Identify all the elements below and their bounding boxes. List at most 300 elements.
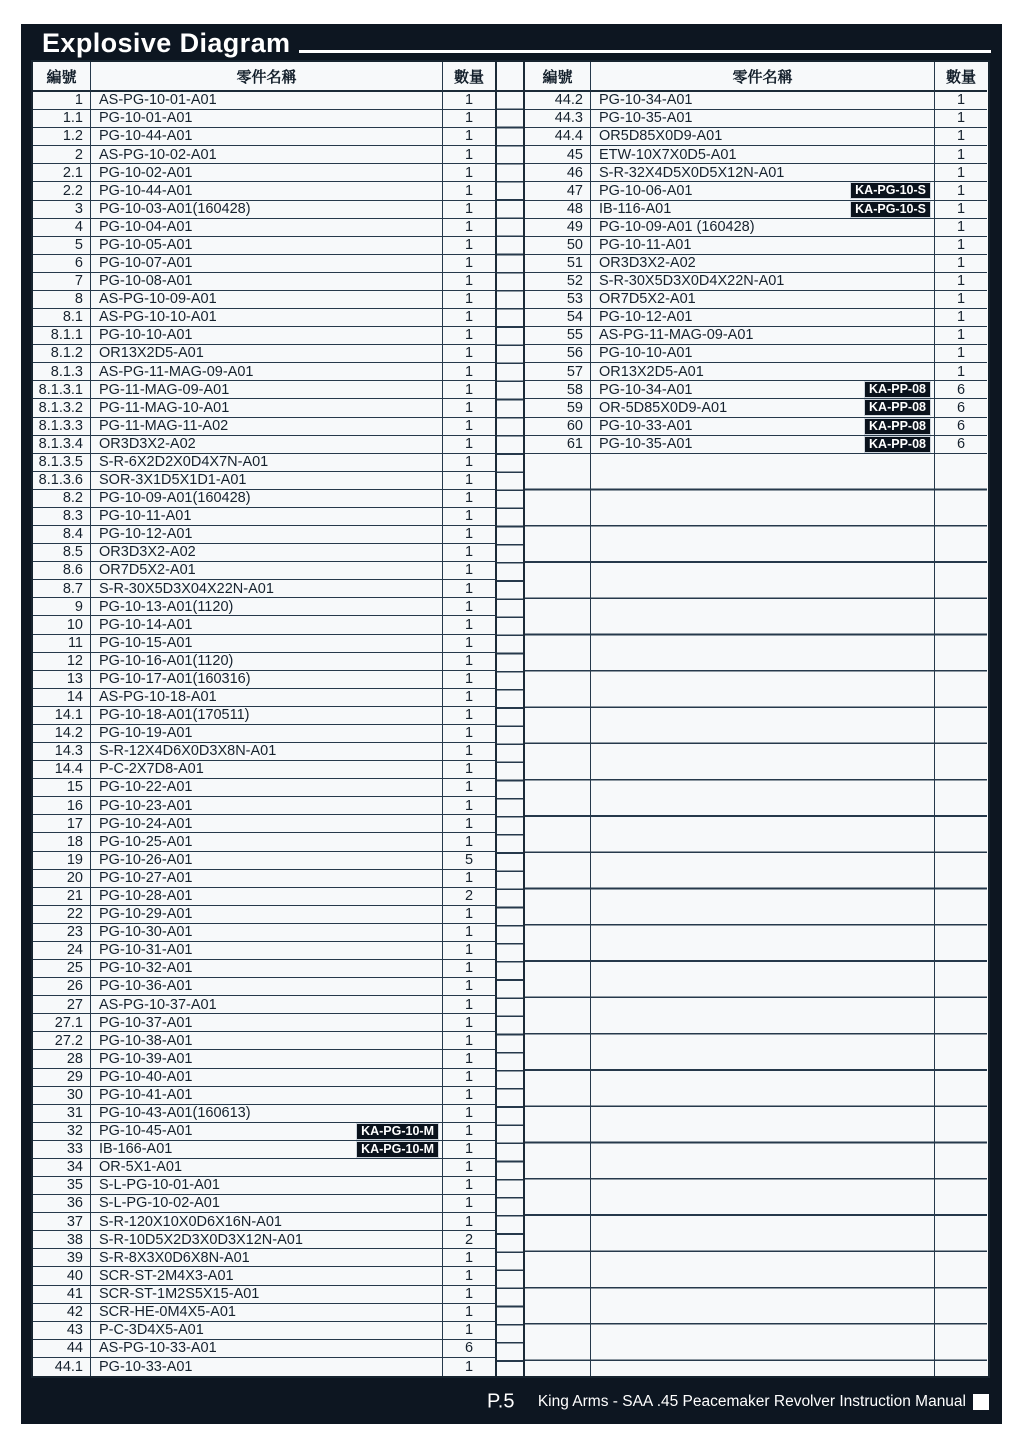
part-name: PG-10-22-A01 <box>99 779 193 796</box>
qty-cell: 1 <box>443 490 497 508</box>
row-number-cell: 8.6 <box>33 562 91 580</box>
part-name-cell <box>91 1358 443 1376</box>
part-name-cell <box>91 1231 443 1249</box>
qty-cell: 1 <box>443 436 497 454</box>
page-footer <box>21 1379 1002 1424</box>
part-name-cell <box>591 309 935 327</box>
qty-cell: 1 <box>443 1105 497 1123</box>
title-bar <box>21 24 1002 60</box>
row-number-cell: 27.1 <box>33 1014 91 1032</box>
row-number-cell: 27.2 <box>33 1032 91 1050</box>
part-name-cell <box>91 146 443 164</box>
part-name-cell <box>91 526 443 544</box>
part-name: PG-10-11-A01 <box>599 236 692 253</box>
part-name-cell <box>591 146 935 164</box>
part-name-cell <box>591 273 935 291</box>
part-name-cell <box>91 1014 443 1032</box>
part-name: PG-10-14-A01 <box>99 616 193 633</box>
part-name-cell <box>91 201 443 219</box>
qty-cell: 1 <box>935 201 987 219</box>
row-number-cell: 48 <box>525 201 591 219</box>
qty-cell: 1 <box>443 327 497 345</box>
part-name-cell <box>591 128 935 146</box>
part-name-cell <box>591 201 935 219</box>
part-name: PG-10-15-A01 <box>99 634 193 651</box>
part-name: S-R-32X4D5X0D5X12N-A01 <box>599 164 785 181</box>
part-name-cell <box>91 996 443 1014</box>
part-name: PG-10-39-A01 <box>99 1050 193 1067</box>
qty-cell: 2 <box>443 1231 497 1249</box>
row-number-cell: 35 <box>33 1177 91 1195</box>
part-name-cell <box>91 418 443 436</box>
part-name-cell <box>91 1069 443 1087</box>
right-header-qty: 數量 <box>935 62 987 92</box>
part-name-cell <box>91 1141 443 1159</box>
row-number-cell: 8.1.3 <box>33 363 91 381</box>
part-name: PG-10-09-A01(160428) <box>99 490 251 507</box>
row-number-cell: 26 <box>33 978 91 996</box>
qty-cell: 1 <box>935 255 987 273</box>
part-name: S-R-30X5D3X0D4X22N-A01 <box>599 273 785 290</box>
qty-cell: 1 <box>443 870 497 888</box>
qty-cell: 1 <box>443 164 497 182</box>
part-name-cell <box>591 182 935 200</box>
qty-cell: 1 <box>443 363 497 381</box>
row-number-cell: 23 <box>33 924 91 942</box>
part-name: PG-10-10-A01 <box>599 345 693 362</box>
part-name-cell <box>91 1213 443 1231</box>
left-header-part-name: 零件名稱 <box>91 62 443 92</box>
part-name-cell <box>91 1340 443 1358</box>
part-name-cell <box>91 797 443 815</box>
row-number-cell: 44 <box>33 1340 91 1358</box>
part-name-cell <box>91 906 443 924</box>
row-number-cell: 1 <box>33 92 91 110</box>
qty-cell: 1 <box>443 761 497 779</box>
qty-cell: 1 <box>443 1358 497 1376</box>
part-name-cell <box>91 616 443 634</box>
qty-cell: 1 <box>443 598 497 616</box>
qty-cell: 1 <box>443 797 497 815</box>
qty-cell: 1 <box>443 309 497 327</box>
part-kit-badge: KA-PP-08 <box>864 381 931 398</box>
row-number-cell: 8.1.2 <box>33 345 91 363</box>
qty-cell: 1 <box>935 273 987 291</box>
part-name-cell <box>91 164 443 182</box>
part-name-cell <box>91 110 443 128</box>
part-name: AS-PG-10-02-A01 <box>99 146 217 163</box>
qty-cell: 1 <box>935 164 987 182</box>
row-number-cell: 8.1.3.3 <box>33 418 91 436</box>
part-name-cell <box>91 345 443 363</box>
part-name: PG-10-35-A01 <box>599 435 693 452</box>
right-header-part-name: 零件名稱 <box>591 62 935 92</box>
part-name: PG-10-29-A01 <box>99 906 193 923</box>
row-number-cell: 39 <box>33 1249 91 1267</box>
qty-cell: 1 <box>443 815 497 833</box>
part-name-cell <box>91 454 443 472</box>
qty-cell: 1 <box>443 635 497 653</box>
part-name: PG-10-16-A01(1120) <box>99 652 234 669</box>
part-name: PG-10-11-A01 <box>99 508 192 525</box>
row-number-cell: 60 <box>525 418 591 436</box>
qty-cell: 1 <box>443 616 497 634</box>
row-number-cell: 44.3 <box>525 110 591 128</box>
part-name: P-C-2X7D8-A01 <box>99 761 204 778</box>
part-name-cell <box>91 1177 443 1195</box>
part-name: PG-10-45-A01 <box>99 1123 193 1140</box>
part-name: PG-10-18-A01(170511) <box>99 707 250 724</box>
row-number-cell: 32 <box>33 1123 91 1141</box>
part-kit-badge: KA-PG-10-M <box>356 1123 439 1140</box>
qty-cell: 1 <box>935 128 987 146</box>
qty-cell: 1 <box>443 1159 497 1177</box>
row-number-cell: 8.1.3.4 <box>33 436 91 454</box>
part-name-cell <box>91 1032 443 1050</box>
part-name: PG-10-13-A01(1120) <box>99 598 234 615</box>
part-name-cell <box>591 345 935 363</box>
part-name-cell <box>91 436 443 454</box>
row-number-cell: 41 <box>33 1286 91 1304</box>
part-name: AS-PG-10-09-A01 <box>99 291 217 308</box>
qty-cell: 1 <box>935 363 987 381</box>
part-name-cell <box>91 182 443 200</box>
qty-cell: 1 <box>443 526 497 544</box>
part-name: AS-PG-10-10-A01 <box>99 309 217 326</box>
part-name-cell <box>91 833 443 851</box>
part-name-cell <box>91 1159 443 1177</box>
qty-cell: 6 <box>935 399 987 417</box>
part-name-cell <box>91 779 443 797</box>
part-name: PG-10-35-A01 <box>599 110 693 127</box>
part-name: PG-10-12-A01 <box>99 526 193 543</box>
row-number-cell: 19 <box>33 852 91 870</box>
row-number-cell: 59 <box>525 399 591 417</box>
part-name: SOR-3X1D5X1D1-A01 <box>99 472 247 489</box>
qty-cell: 1 <box>443 743 497 761</box>
qty-cell: 1 <box>935 291 987 309</box>
qty-cell: 1 <box>935 110 987 128</box>
row-number-cell: 2 <box>33 146 91 164</box>
part-name-cell <box>91 852 443 870</box>
part-name: IB-116-A01 <box>599 200 672 217</box>
qty-cell: 1 <box>443 942 497 960</box>
row-number-cell: 8.1.3.1 <box>33 381 91 399</box>
part-name: PG-10-33-A01 <box>99 1358 193 1375</box>
row-number-cell: 8.1.1 <box>33 327 91 345</box>
row-number-cell: 40 <box>33 1267 91 1285</box>
qty-cell: 1 <box>443 689 497 707</box>
part-name: OR-5D85X0D9-A01 <box>599 399 728 416</box>
manual-title: King Arms - SAA .45 Peacemaker Revolver Instruction Manual <box>537 1392 966 1410</box>
row-number-cell: 8.1 <box>33 309 91 327</box>
part-name: S-R-8X3X0D6X8N-A01 <box>99 1249 250 1266</box>
part-name: PG-10-41-A01 <box>99 1086 193 1103</box>
part-name-cell <box>591 381 935 399</box>
row-number-cell: 14.2 <box>33 725 91 743</box>
part-name: PG-10-02-A01 <box>99 164 193 181</box>
part-kit-badge: KA-PG-10-S <box>850 201 931 218</box>
row-number-cell: 13 <box>33 671 91 689</box>
part-name-cell <box>91 1050 443 1068</box>
part-name-cell <box>91 870 443 888</box>
part-name: PG-10-23-A01 <box>99 797 193 814</box>
part-name-cell <box>91 1087 443 1105</box>
qty-cell: 1 <box>443 1069 497 1087</box>
right-table-empty-rows <box>935 454 987 1376</box>
row-number-cell: 20 <box>33 870 91 888</box>
part-name: OR5D85X0D9-A01 <box>599 128 723 145</box>
part-name-cell <box>91 1322 443 1340</box>
part-name-cell <box>91 815 443 833</box>
qty-cell: 1 <box>443 110 497 128</box>
title-underline <box>299 50 991 53</box>
row-number-cell: 55 <box>525 327 591 345</box>
part-name-cell <box>91 743 443 761</box>
row-number-cell: 51 <box>525 255 591 273</box>
part-name: PG-10-34-A01 <box>599 381 693 398</box>
part-name-cell <box>91 598 443 616</box>
part-name-cell <box>91 381 443 399</box>
qty-cell: 1 <box>443 580 497 598</box>
part-name-cell <box>91 363 443 381</box>
part-name: PG-10-30-A01 <box>99 924 193 941</box>
qty-cell: 1 <box>935 182 987 200</box>
part-name-cell <box>91 544 443 562</box>
part-name-cell <box>591 237 935 255</box>
qty-cell: 1 <box>443 345 497 363</box>
right-table-empty-rows <box>591 454 935 1376</box>
row-number-cell: 54 <box>525 309 591 327</box>
row-number-cell: 12 <box>33 653 91 671</box>
part-name: PG-11-MAG-09-A01 <box>99 381 230 398</box>
row-number-cell: 61 <box>525 436 591 454</box>
row-number-cell: 7 <box>33 273 91 291</box>
part-name-cell <box>91 1195 443 1213</box>
left-header-number: 編號 <box>33 62 91 92</box>
qty-cell: 1 <box>443 255 497 273</box>
part-name-cell <box>91 924 443 942</box>
qty-cell: 1 <box>443 128 497 146</box>
part-name: OR3D3X2-A02 <box>99 544 196 561</box>
part-name: PG-10-33-A01 <box>599 417 693 434</box>
row-number-cell: 56 <box>525 345 591 363</box>
qty-cell: 1 <box>443 1304 497 1322</box>
row-number-cell: 14.3 <box>33 743 91 761</box>
part-name-cell <box>91 888 443 906</box>
row-number-cell: 17 <box>33 815 91 833</box>
row-number-cell: 44.4 <box>525 128 591 146</box>
part-name-cell <box>91 490 443 508</box>
qty-cell: 1 <box>443 562 497 580</box>
part-name: S-R-120X10X0D6X16N-A01 <box>99 1213 282 1230</box>
part-name: OR3D3X2-A02 <box>599 255 696 272</box>
part-name-cell <box>91 761 443 779</box>
qty-cell: 1 <box>443 1177 497 1195</box>
part-name: PG-10-06-A01 <box>599 182 693 199</box>
part-name-cell <box>91 689 443 707</box>
part-name-cell <box>591 418 935 436</box>
row-number-cell: 15 <box>33 779 91 797</box>
row-number-cell: 42 <box>33 1304 91 1322</box>
part-kit-badge: KA-PP-08 <box>864 418 931 435</box>
part-name: PG-10-38-A01 <box>99 1032 193 1049</box>
row-number-cell: 34 <box>33 1159 91 1177</box>
part-kit-badge: KA-PP-08 <box>864 436 931 453</box>
qty-cell: 1 <box>443 906 497 924</box>
qty-cell: 1 <box>443 779 497 797</box>
qty-cell: 1 <box>443 996 497 1014</box>
qty-cell: 1 <box>443 472 497 490</box>
part-name-cell <box>591 363 935 381</box>
part-name: PG-10-37-A01 <box>99 1014 193 1031</box>
qty-cell: 1 <box>443 399 497 417</box>
part-name: PG-10-43-A01(160613) <box>99 1105 251 1122</box>
part-name-cell <box>91 237 443 255</box>
qty-cell: 1 <box>935 219 987 237</box>
part-name: PG-10-36-A01 <box>99 978 193 995</box>
part-name: PG-10-28-A01 <box>99 888 193 904</box>
right-table-empty-rows <box>525 454 591 1376</box>
row-number-cell: 43 <box>33 1322 91 1340</box>
part-name-cell <box>91 273 443 291</box>
manual-page-panel <box>21 24 1002 1424</box>
row-number-cell: 8.7 <box>33 580 91 598</box>
qty-cell: 6 <box>935 381 987 399</box>
row-number-cell: 25 <box>33 960 91 978</box>
qty-cell: 1 <box>443 707 497 725</box>
row-number-cell: 31 <box>33 1105 91 1123</box>
qty-cell: 1 <box>443 671 497 689</box>
row-number-cell: 38 <box>33 1231 91 1249</box>
part-name-cell <box>591 255 935 273</box>
row-number-cell: 14.4 <box>33 761 91 779</box>
row-number-cell: 58 <box>525 381 591 399</box>
part-name: P-C-3D4X5-A01 <box>99 1322 204 1339</box>
part-name: PG-10-40-A01 <box>99 1068 193 1085</box>
part-name-cell <box>591 92 935 110</box>
part-name-cell <box>91 960 443 978</box>
part-name: PG-10-09-A01 (160428) <box>599 218 755 235</box>
part-name-cell <box>591 110 935 128</box>
row-number-cell: 10 <box>33 616 91 634</box>
qty-cell: 1 <box>935 327 987 345</box>
qty-cell: 1 <box>443 1195 497 1213</box>
part-name-cell <box>91 1249 443 1267</box>
part-name: AS-PG-11-MAG-09-A01 <box>99 363 254 380</box>
part-name-cell <box>91 255 443 273</box>
row-number-cell: 3 <box>33 201 91 219</box>
part-name-cell <box>91 399 443 417</box>
part-name-cell <box>91 472 443 490</box>
qty-cell: 1 <box>443 237 497 255</box>
part-name-cell <box>591 399 935 417</box>
row-number-cell: 47 <box>525 182 591 200</box>
part-name-cell <box>91 635 443 653</box>
part-name-cell <box>591 219 935 237</box>
qty-cell: 1 <box>443 146 497 164</box>
part-name: IB-166-A01 <box>99 1141 173 1158</box>
row-number-cell: 8 <box>33 291 91 309</box>
qty-cell: 6 <box>935 436 987 454</box>
qty-cell: 1 <box>443 960 497 978</box>
part-name-cell <box>91 1304 443 1322</box>
row-number-cell: 24 <box>33 942 91 960</box>
qty-cell: 1 <box>443 273 497 291</box>
part-name-cell <box>91 1105 443 1123</box>
part-name: PG-10-04-A01 <box>99 218 193 235</box>
row-number-cell: 9 <box>33 598 91 616</box>
part-kit-badge: KA-PP-08 <box>864 399 931 416</box>
qty-cell: 1 <box>443 201 497 219</box>
row-number-cell: 6 <box>33 255 91 273</box>
qty-cell: 1 <box>443 1267 497 1285</box>
row-number-cell: 49 <box>525 219 591 237</box>
right-header-number: 編號 <box>525 62 591 92</box>
part-name: PG-10-01-A01 <box>99 110 193 127</box>
qty-cell: 5 <box>443 852 497 870</box>
manual-title-group <box>538 1393 989 1411</box>
part-name: PG-10-17-A01(160316) <box>99 670 251 687</box>
part-name-cell <box>91 309 443 327</box>
part-name: S-R-6X2D2X0D4X7N-A01 <box>99 453 269 470</box>
part-name-cell <box>91 1286 443 1304</box>
qty-cell: 1 <box>443 1213 497 1231</box>
part-name: OR13X2D5-A01 <box>99 345 204 362</box>
row-number-cell: 18 <box>33 833 91 851</box>
part-name: S-R-30X5D3X04X22N-A01 <box>99 580 274 597</box>
qty-cell: 1 <box>443 544 497 562</box>
row-number-cell: 37 <box>33 1213 91 1231</box>
row-number-cell: 4 <box>33 219 91 237</box>
qty-cell: 1 <box>935 92 987 110</box>
part-name: PG-11-MAG-10-A01 <box>99 399 230 416</box>
qty-cell: 6 <box>443 1340 497 1358</box>
row-number-cell: 2.1 <box>33 164 91 182</box>
row-number-cell: 45 <box>525 146 591 164</box>
part-name-cell <box>91 291 443 309</box>
part-name: ETW-10X7X0D5-A01 <box>599 146 737 163</box>
part-name: PG-10-05-A01 <box>99 236 193 253</box>
row-number-cell: 27 <box>33 996 91 1014</box>
qty-cell: 2 <box>443 888 497 906</box>
part-name: OR13X2D5-A01 <box>599 363 704 380</box>
part-name: S-R-12X4D6X0D3X8N-A01 <box>99 743 277 760</box>
qty-cell: 1 <box>443 1014 497 1032</box>
part-name-cell <box>91 580 443 598</box>
page-number: P.5 <box>487 1390 515 1412</box>
row-number-cell: 36 <box>33 1195 91 1213</box>
qty-cell: 1 <box>443 92 497 110</box>
part-name: OR-5X1-A01 <box>99 1159 183 1176</box>
qty-cell: 1 <box>443 454 497 472</box>
row-number-cell: 50 <box>525 237 591 255</box>
part-name: PG-10-25-A01 <box>99 833 193 850</box>
part-name: OR7D5X2-A01 <box>99 562 196 579</box>
row-number-cell: 11 <box>33 635 91 653</box>
qty-cell: 1 <box>443 1087 497 1105</box>
row-number-cell: 16 <box>33 797 91 815</box>
part-name: PG-10-03-A01(160428) <box>99 200 251 217</box>
part-name-cell <box>91 219 443 237</box>
row-number-cell: 14.1 <box>33 707 91 725</box>
part-name: AS-PG-10-18-A01 <box>99 689 217 706</box>
part-name: SCR-ST-1M2S5X15-A01 <box>99 1285 260 1302</box>
qty-cell: 1 <box>443 219 497 237</box>
row-number-cell: 2.2 <box>33 182 91 200</box>
row-number-cell: 8.1.3.5 <box>33 454 91 472</box>
part-name: SCR-HE-0M4X5-A01 <box>99 1303 236 1320</box>
